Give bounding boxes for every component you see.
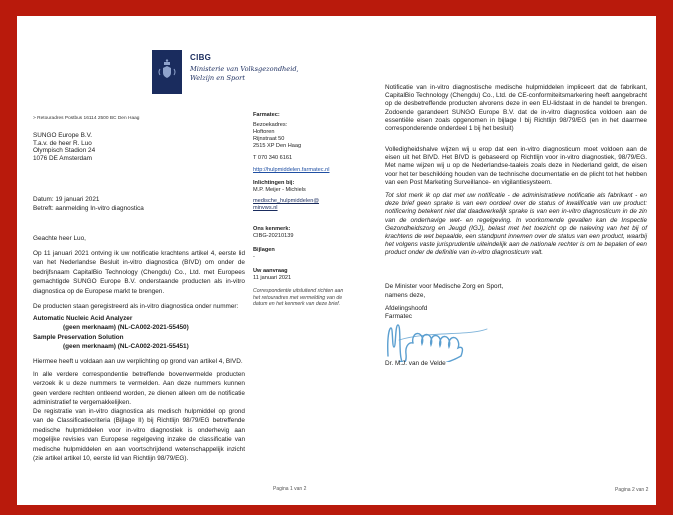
signer-name: Dr. M.J. van de Velde xyxy=(385,360,446,367)
product-detail: (geen merknaam) (NL-CA002-2021-55450) xyxy=(63,324,189,332)
address-line: Hoftoren xyxy=(253,129,275,135)
recipient-line: SUNGO Europe B.V. xyxy=(33,132,93,139)
contact-name: M.P. Meijer - Michiels xyxy=(253,187,306,193)
contact-label: Inlichtingen bij: xyxy=(253,180,295,186)
subject-line: Betreft: aanmelding In-vitro diagnostica xyxy=(33,205,144,212)
letter-sheet xyxy=(17,16,656,505)
paragraph-registration: De registratie van in-vitro diagnostica als medisch hulpmiddel op grond van de Classificatiecriteria (Bijlage II) bij Richtlijn 98/79/EG betreffende medische hulpmiddelen voor in-vitro diagnostiek is onderhevig aan mogelijke revisies van Europese regelgeving inzake de classificatie van medische hulpmiddelen en aan voortschrijdend wetenschappelijk inzicht (zie artikel artikel 10, eerste lid van Richtlijn 98/79/EG). xyxy=(33,408,245,463)
product-name: Sample Preservation Solution xyxy=(33,333,124,341)
reference-label: Ons kenmerk: xyxy=(253,226,291,232)
contact-sidebar xyxy=(253,112,361,308)
reference-number: CIBG-20210139 xyxy=(253,233,294,239)
p2-paragraph-bivd: Volledigheidshalve wijzen wij u erop dat een in-vitro diagnosticum moet voldoen aan de eisen uit het BIVD. Het BIVD is gebaseerd op Richtlijn voor in-vitro diagnostiek, 98/79/EG. Met name wijzen wij u op de Nederlandse-taaleis zoals deze in Nederland geldt, de eisen voor het ter beschikking houden van de technische documentatie en de plicht tot het hebben van een Post Marketing Surveillance- en vigilantiesysteem. xyxy=(385,146,647,186)
website-link[interactable]: http://hulpmiddelen.farmatec.nl xyxy=(253,167,330,173)
recipient-line: Olympisch Stadion 24 xyxy=(33,147,96,155)
retour-address-line: > Retouradres Postbus 16114 2500 BC Den Haag xyxy=(33,116,140,121)
product-list xyxy=(33,314,253,352)
request-date: 11 januari 2021 xyxy=(253,275,292,281)
p2-paragraph-ce-marking: Notificatie van in-vitro diagnostische medische hulpmiddelen impliceert dat de fabrikant, CapitalBio Technology (Chengdu) Co., Ltd. de CE-conformiteitsmarkering heeft aangebracht op de desbetreffende producten alvorens deze in een EU-lidstaat in de handel te brengen. Zodoende garandeert SUNGO Europe B.V. dat de in-vitro diagnostica voldoen aan de essentiële eisen zoals opgenomen in bijlage I bij Richtlijn 98/79/EG (en in het daarmee corresponderende onderdeel 1 bij het besluit) xyxy=(385,84,647,133)
product-detail: (geen merknaam) (NL-CA002-2021-55451) xyxy=(63,343,189,351)
phone-number: T 070 340 6161 xyxy=(253,155,293,161)
product-name: Automatic Nucleic Acid Analyzer xyxy=(33,315,133,322)
paragraph-notification: Op 11 januari 2021 ontving ik uw notificatie krachtens artikel 4, eerste lid van het Nederlandse Besluit in-vitro diagnostica (BIVD) om onder de bedrijfsnaam CapitalBio Technology (Chengdu) Co., Ltd. met Europees gemachtigde SUNGO Europe B.V. onderstaande producten als in-vitro diagnostica op de Europese markt te brengen. xyxy=(33,250,245,295)
page2-footer: Pagina 2 van 2 xyxy=(615,487,649,493)
correspondence-note: Correspondentie uitsluitend richten aan het retouradres met vermelding van de datum en het kenmerk van deze brief. xyxy=(253,288,344,308)
email-link-line2[interactable]: minvws.nl xyxy=(253,205,278,211)
paragraph-obligation: Hiermee heeft u voldaan aan uw verplichting op grond van artikel 4, BIVD. xyxy=(33,358,243,365)
date-line: Datum: 19 januari 2021 xyxy=(33,196,100,203)
salutation: Geachte heer Luo, xyxy=(33,235,86,242)
org-name: CIBG xyxy=(190,53,212,62)
paragraph-correspondence: In alle verdere correspondentie betreffende bovenvermelde producten verzoek ik u deze nummers te vermelden. Aan deze nummers kunnen geen verdere rechten ontleend worden, ze dienen alleen om de notificatie administratief te vergemakkelijken. xyxy=(33,371,245,407)
ministry-line2: Welzijn en Sport xyxy=(190,73,245,82)
address-line: 2515 XP Den Haag xyxy=(253,143,302,149)
address-line: Rijnstraat 50 xyxy=(253,136,285,142)
attachments-label: Bijlagen xyxy=(253,247,275,253)
closing-minister: De Minister voor Medische Zorg en Sport, xyxy=(385,283,504,290)
signer-role2: Farmatec xyxy=(385,313,412,320)
recipient-line: T.a.v. de heer R. Luo xyxy=(33,139,92,147)
closing-namens: namens deze, xyxy=(385,292,426,299)
recipient-line: 1076 DE Amsterdam xyxy=(33,154,92,162)
ministry-line1: Ministerie van Volksgezondheid, xyxy=(190,65,299,73)
coat-of-arms-icon xyxy=(157,59,177,86)
attachments-value: - xyxy=(253,254,255,260)
p2-paragraph-disclaimer: Tot slot merk ik op dat met uw notificatie - de administratieve notificatie als fabrikant - en deze brief geen sprake is van een oordeel over de status of kwalificatie van uw product: notificering betekent niet dat daadwerkelijk sprake is van een in-vitro diagnosticum in de zin van de onderhavige wet- en regelgeving. In voorkomende gevallen kan de Inspectie Gezondheidszorg en Jeugd (IGJ), belast met het toezicht op de naleving van het bij of krachtens de wet bepaalde, een standpunt innemen over de status van een product, waarbij het volgens vaste jurisprudentie uiteindelijk aan de nationale rechter is om te bepalen of een product onder de definitie van in-vitro diagnosticum valt. xyxy=(385,192,647,257)
page1-footer: Pagina 1 van 2 xyxy=(273,486,307,492)
request-label: Uw aanvraag xyxy=(253,268,288,274)
signer-role1: Afdelingshoofd xyxy=(385,305,428,312)
dept-label: Farmatec: xyxy=(253,112,280,118)
ministry-logo-block xyxy=(152,50,182,94)
paragraph-registered-intro: De producten staan geregistreerd als in-vitro diagnostica onder nummer: xyxy=(33,303,239,310)
recipient-address-block xyxy=(33,132,95,162)
email-link[interactable]: medische_hulpmiddelen@ xyxy=(253,198,320,204)
ministry-logo-text xyxy=(190,53,299,82)
visit-label: Bezoekadres: xyxy=(253,122,288,128)
